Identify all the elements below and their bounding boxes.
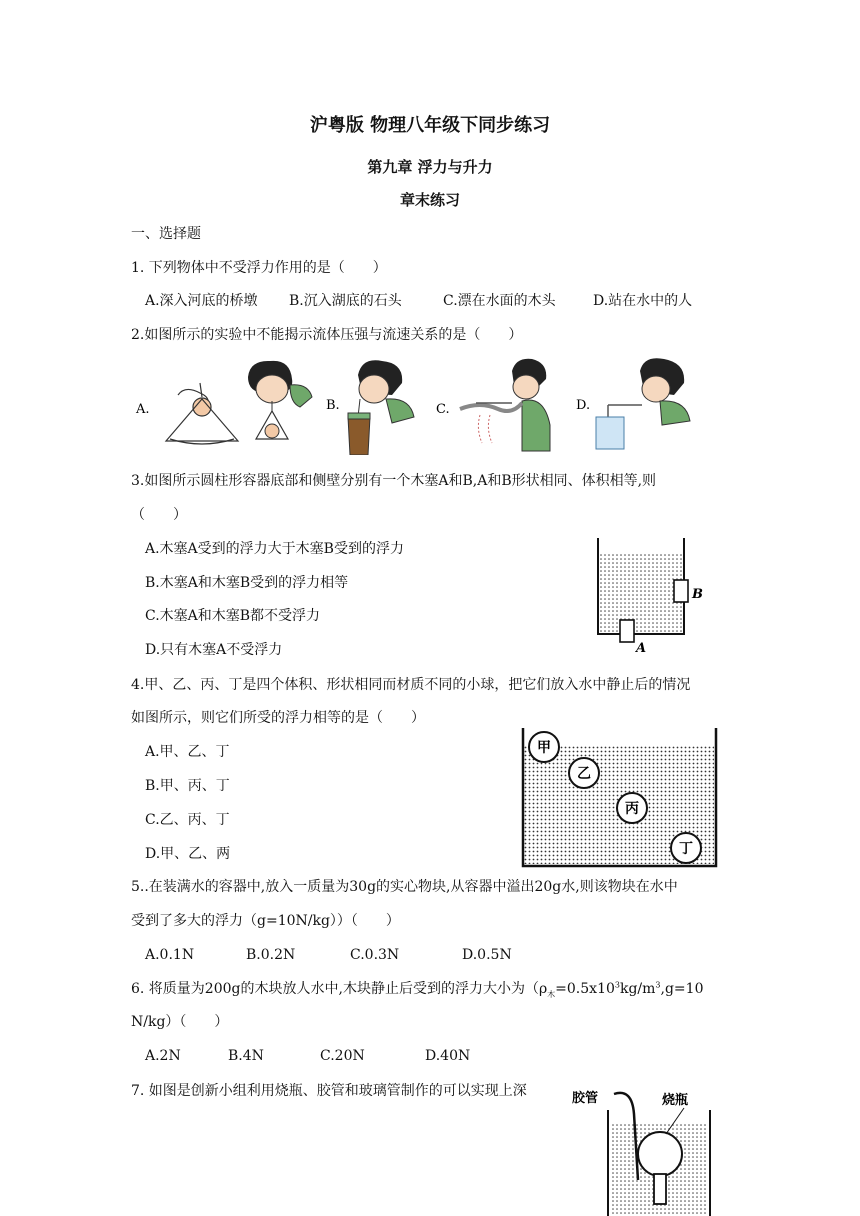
question-6-density-subscript: 木 — [547, 989, 556, 999]
question-5-stem-line-1: 5..在装满水的容器中,放入一质量为30g的实心物块,从容器中溢出20g水,则该物块在水中 — [131, 879, 678, 895]
figure-label-d: D. — [576, 398, 591, 413]
question-4-stem-line-1: 4.甲、乙、丙、丁是四个体积、形状相同而材质不同的小球，把它们放入水中静止后的情况 — [131, 677, 691, 693]
question-5-option-d: D.0.5N — [462, 947, 512, 963]
figure-label-hose: 胶管 — [572, 1091, 599, 1106]
question-1-option-a: A.深入河底的桥墩 — [145, 293, 258, 309]
ball-label-ding: 丁 — [679, 841, 693, 857]
question-4-option-c: C.乙、丙、丁 — [145, 812, 230, 828]
boy-funnel-illustration — [248, 361, 312, 439]
ball-label-jia: 甲 — [537, 740, 551, 756]
flask — [638, 1132, 682, 1176]
question-4-stem-line-2: 如图所示，则它们所受的浮力相等的是（ ） — [131, 710, 425, 726]
question-5-stem-line-2: 受到了多大的浮力（g=10N/kg））（ ） — [131, 913, 400, 929]
question-2-stem: 2.如图所示的实验中不能揭示流体压强与流速关系的是（ ） — [131, 327, 523, 343]
plug-b — [674, 580, 688, 602]
question-3-figure — [592, 538, 712, 656]
question-6-option-a: A.2N — [145, 1048, 181, 1064]
question-3-option-b: B.木塞A和木塞B受到的浮力相等 — [145, 575, 349, 591]
boy-cup-illustration — [348, 360, 414, 455]
question-6-option-d: D.40N — [425, 1048, 471, 1064]
question-3-option-c: C.木塞A和木塞B都不受浮力 — [145, 608, 321, 624]
question-5-option-b: B.0.2N — [246, 947, 296, 963]
plug-a — [620, 620, 634, 642]
boy-tube-illustration — [460, 359, 550, 451]
question-3-stem-line-2: （ ） — [131, 507, 187, 523]
figure-label-b: B. — [326, 398, 340, 413]
question-7-stem: 7. 如图是创新小组利用烧瓶、胶管和玻璃管制作的可以实现上深 — [131, 1083, 527, 1099]
section-title: 章末练习 — [399, 191, 460, 209]
question-1-option-b: B.沉入湖底的石头 — [289, 293, 402, 309]
question-7-figure — [572, 1084, 722, 1216]
question-6-stem-part-4: ,g=10 — [660, 981, 704, 997]
ball-label-yi: 乙 — [577, 766, 591, 782]
question-1-option-c: C.漂在水面的木头 — [443, 293, 556, 309]
figure-label-c: C. — [436, 402, 450, 417]
question-6-stem-line-1 — [131, 979, 703, 999]
question-6-unit-exponent: 3 — [655, 980, 661, 990]
question-4-option-a: A.甲、乙、丁 — [145, 744, 230, 760]
question-5-option-c: C.0.3N — [350, 947, 400, 963]
question-4-option-b: B.甲、丙、丁 — [145, 778, 230, 794]
question-3-option-a: A.木塞A受到的浮力大于木塞B受到的浮力 — [145, 541, 404, 557]
question-6-option-b: B.4N — [228, 1048, 264, 1064]
figure-label-b: B — [692, 587, 703, 602]
question-4-option-d: D.甲、乙、两 — [145, 846, 231, 862]
question-6-stem-part-2: =0.5x10 — [555, 981, 615, 997]
figure-label-a: A — [636, 641, 647, 656]
question-3-stem-line-1: 3.如图所示圆柱形容器底部和侧壁分别有一个木塞A和B,A和B形状相同、体积相等,则 — [131, 473, 657, 489]
question-6-exponent: 3 — [614, 980, 620, 990]
question-1-stem: 1. 下列物体中不受浮力作用的是（ ） — [131, 260, 387, 276]
page-title: 沪粤版 物理八年级下同步练习 — [309, 115, 551, 136]
question-4-figure — [520, 726, 720, 868]
chapter-title: 第九章 浮力与升力 — [367, 158, 493, 176]
boy-straw-illustration — [596, 358, 690, 449]
funnel-ball-illustration — [166, 383, 238, 444]
question-2-figure — [130, 355, 700, 455]
question-6-stem-part-3: kg/m — [619, 981, 656, 997]
question-6-stem-part-1: 6. 将质量为200g的木块放人水中,木块静止后受到的浮力大小为（ρ — [131, 981, 548, 997]
question-6-option-c: C.20N — [320, 1048, 365, 1064]
figure-label-a: A. — [136, 402, 150, 417]
question-3-option-d: D.只有木塞A不受浮力 — [145, 642, 283, 658]
ball-label-bing: 丙 — [625, 801, 639, 817]
question-6-stem-line-2: N/kg）（ ） — [131, 1014, 229, 1030]
question-5-option-a: A.0.1N — [145, 947, 195, 963]
question-1-option-d: D.站在水中的人 — [593, 293, 693, 309]
section-label: 一、选择题 — [131, 226, 201, 242]
figure-label-flask: 烧瓶 — [662, 1093, 689, 1108]
